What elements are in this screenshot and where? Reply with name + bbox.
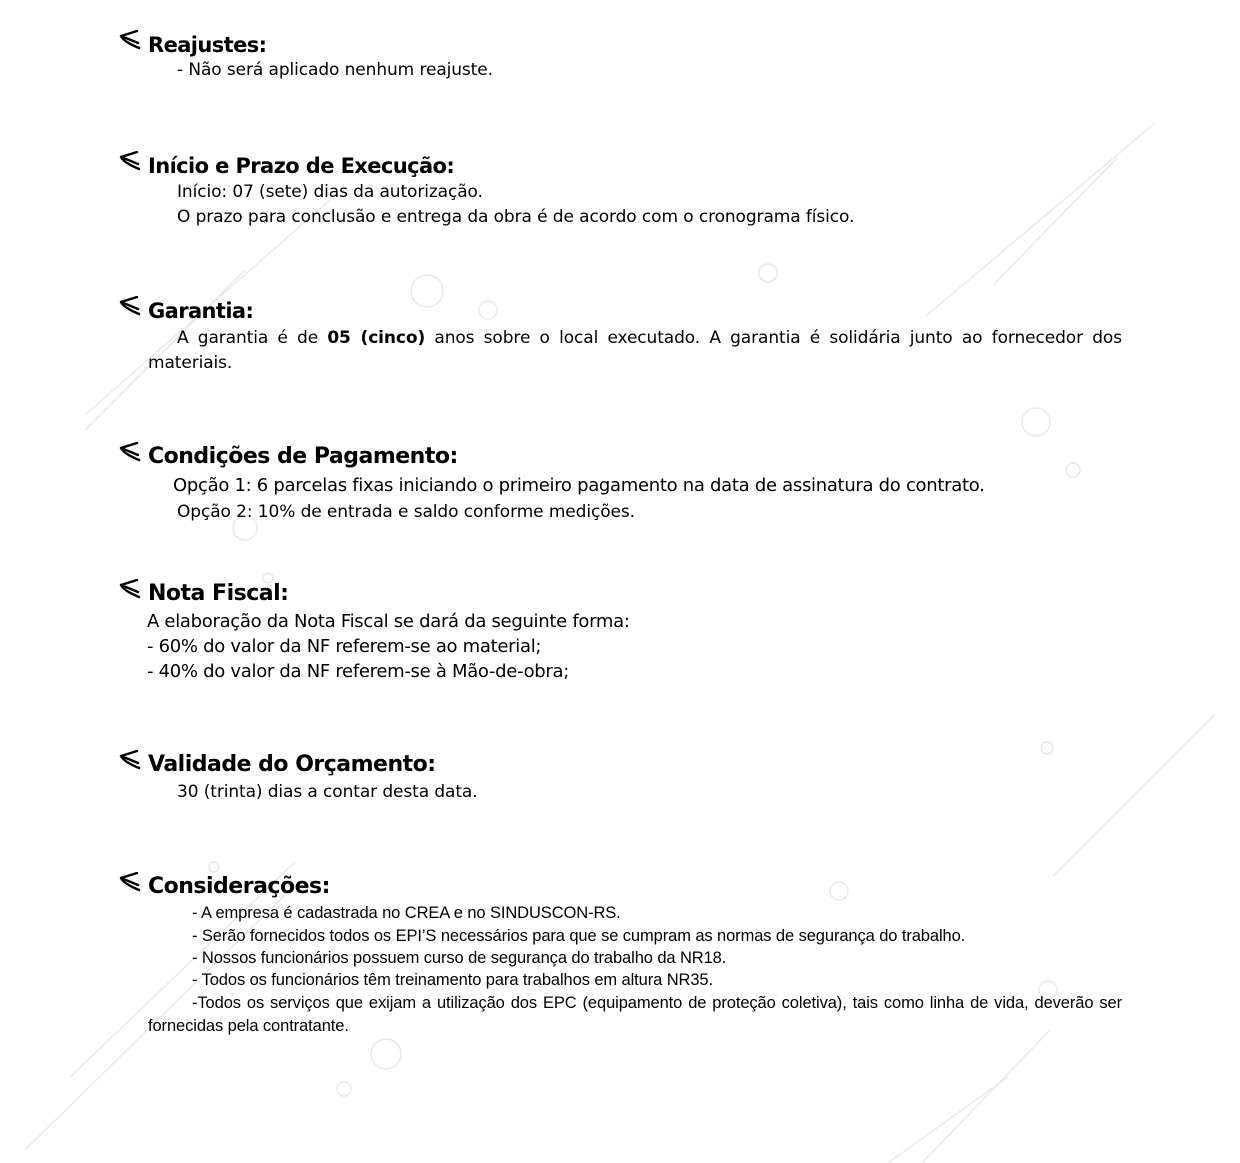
section-text-line: - Não será aplicado nenhum reajuste. <box>177 60 493 80</box>
section-text-line: Opção 2: 10% de entrada e saldo conforme medições. <box>177 502 635 522</box>
section-pagamento <box>118 443 1122 522</box>
arrow-bullet-icon <box>118 579 142 601</box>
section-text-line: - Serão fornecidos todos os EPI’S necessários para que se cumpram as normas de segurança do trabalho. <box>192 927 966 945</box>
section-text-line: - 60% do valor da NF referem-se ao material; <box>147 636 542 657</box>
section-title: Condições de Pagamento: <box>148 444 458 469</box>
arrow-bullet-icon <box>118 442 142 464</box>
section-title: Início e Prazo de Execução: <box>148 154 455 178</box>
section-text-line: - A empresa é cadastrada no CREA e no SINDUSCON-RS. <box>192 904 621 922</box>
section-header <box>118 31 1122 59</box>
section-text-line: - Todos os funcionários têm treinamento para trabalhos em altura NR35. <box>192 971 713 989</box>
section-garantia <box>118 297 1122 373</box>
section-text-line: - 40% do valor da NF referem-se à Mão-de-obra; <box>147 661 570 682</box>
section-nota-fiscal <box>118 580 1122 682</box>
arrow-bullet-icon <box>118 296 142 318</box>
garantia-text-end: anos sobre o local executado. A garantia é solidária junto ao fornecedor dos materiais. <box>148 328 1122 373</box>
section-text-line: A elaboração da Nota Fiscal se dará da seguinte forma: <box>147 611 630 632</box>
section-header <box>118 152 1122 180</box>
section-text-line: Opção 1: 6 parcelas fixas iniciando o primeiro pagamento na data de assinatura do contrato. <box>173 475 985 496</box>
arrow-bullet-icon <box>118 151 142 173</box>
arrow-bullet-icon <box>118 872 142 894</box>
section-reajustes <box>118 31 1122 80</box>
section-title: Validade do Orçamento: <box>148 752 436 777</box>
section-validade <box>118 751 1122 802</box>
garantia-paragraph <box>148 326 1122 376</box>
section-text-line: O prazo para conclusão e entrega da obra é de acordo com o cronograma físico. <box>177 207 855 227</box>
section-text-line: Início: 07 (sete) dias da autorização. <box>177 182 483 202</box>
section-title: Nota Fiscal: <box>148 581 289 606</box>
section-text-line: - Nossos funcionários possuem curso de segurança do trabalho da NR18. <box>192 949 727 967</box>
arrow-bullet-icon <box>118 750 142 772</box>
consideracoes-last-paragraph: -Todos os serviços que exijam a utilização dos EPC (equipamento de proteção coletiva), tais como linha de vida, deverão ser fornecidas pela contratante. <box>148 994 1122 1035</box>
section-consideracoes <box>118 873 1122 1035</box>
section-header <box>118 297 1122 325</box>
section-title: Garantia: <box>148 299 254 323</box>
section-text-line: 30 (trinta) dias a contar desta data. <box>177 782 478 802</box>
garantia-text-start: A garantia é de <box>177 328 328 348</box>
section-header <box>118 873 1122 901</box>
section-title: Considerações: <box>148 874 330 899</box>
garantia-period: 05 (cinco) <box>327 328 426 348</box>
section-title: Reajustes: <box>148 33 267 57</box>
section-header <box>118 443 1122 471</box>
section-header <box>118 751 1122 779</box>
section-inicio-prazo <box>118 152 1122 227</box>
section-header <box>118 580 1122 608</box>
arrow-bullet-icon <box>118 30 142 52</box>
